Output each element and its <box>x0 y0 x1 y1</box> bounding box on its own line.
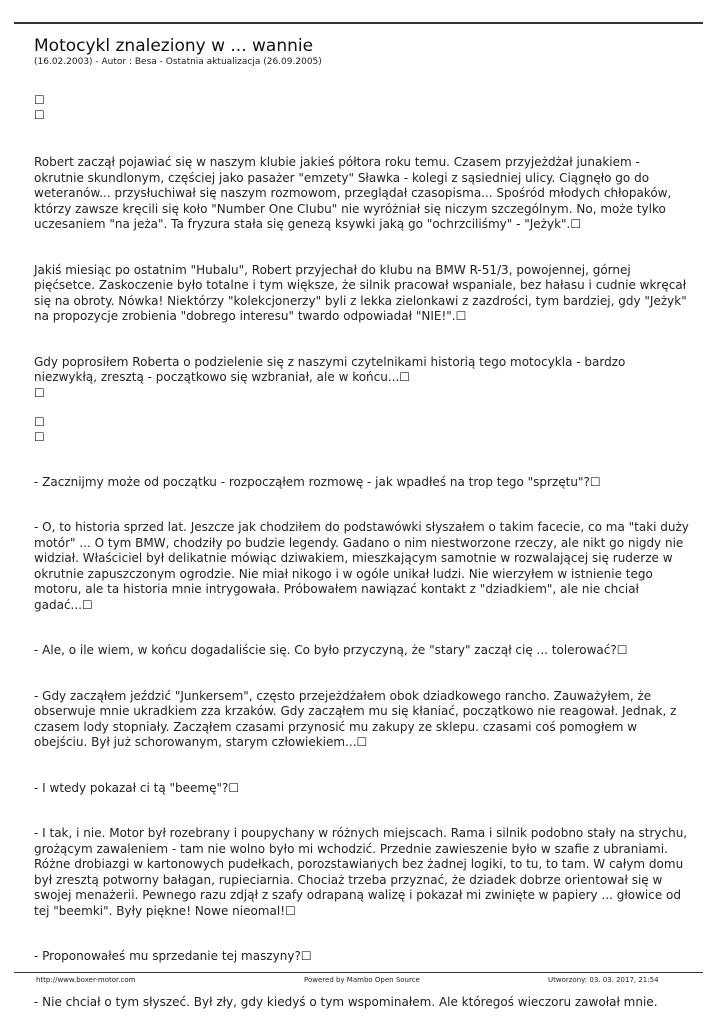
top-rule <box>14 22 703 24</box>
footer-site-link[interactable]: http://www.boxer-motor.com <box>36 976 136 984</box>
placeholder-box: ☐ <box>34 414 45 429</box>
paragraph: - O, to historia sprzed lat. Jeszcze jak chodziłem do podstawówki słyszałem o takim facecie, co ma "taki duży motór" ... O tym BMW, chodziły po budzie legendy. Gadano o nim niestworzone rzeczy, ale nikt go nigdy nie widział. Właściciel był delikatnie mówiąc dziwakiem, mieszkającym samotnie w rozwalającej się ruderze w okrutnie zapuszczonym ogrodzie. Nie miał nikogo i w ogóle unikał ludzi. Nie wierzyłem w istnienie tego motoru, ale ta historia mnie intrygowała. Próbowałem nawiązać kontakt z "dziadkiem", ale nie chciał gadać...☐ <box>34 520 689 612</box>
paragraph: - Ale, o ile wiem, w końcu dogadaliście się. Co było przyczyną, że "stary" zaczął cię ... tolerować?☐ <box>34 643 628 657</box>
placeholder-boxes <box>34 93 689 123</box>
placeholder-box: ☐ <box>34 385 45 400</box>
placeholder-box: ☐ <box>34 93 45 107</box>
paragraph: - Proponowałeś mu sprzedanie tej maszyny?☐ <box>34 949 312 963</box>
bottom-rule <box>14 972 703 973</box>
article-content <box>34 36 689 1010</box>
paragraph: Gdy poprosiłem Roberta o podzielenie się z naszymi czytelnikami historią tego motocykla - bardzo niezwykłą, zresztą - początkowo się wzbraniał, ale w końcu...☐ <box>34 354 626 384</box>
paragraph: - Zacznijmy może od początku - rozpocząłem rozmowę - jak wpadłeś na trop tego "sprzętu"?☐ <box>34 474 601 489</box>
placeholder-box: ☐ <box>34 429 45 444</box>
paragraph: - I tak, i nie. Motor był rozebrany i poupychany w różnych miejscach. Rama i silnik podobno stały na strychu, grożącym zawaleniem - tam nie wolno było mi wchodzić. Przednie zawieszenie było w szafie z ubraniami. Różne drobiazgi w kartonowych pudełkach, porozstawianych bez żadnej logiki, to tu, to tam. W całym domu był zresztą potworny bałagan, rupieciarnia. Chociaż trzeba przyznać, że dziadek dobrze orientował się w swojej menażerii. Pewnego razu zdjął z szafy odrapaną walizę i pokazał mi zwinięte w papiery ... głowice od tej "beemki". Były piękne! Nowe nieomal!☐ <box>34 826 688 918</box>
paragraph: Jakiś miesiąc po ostatnim "Hubalu", Robert przyjechał do klubu na BMW R-51/3, powojennej, górnej pięćsetce. Zaskoczenie było totalne i tym większe, że silnik pracował wspaniale, bez hałasu i cudnie wkręcał się na obroty. Nówka! Niektórzy "kolekcjonerzy" byli z lekka zielonkawi z zazdrości, tym bardziej, gdy "Jeżyk" na propozycje zrobienia "dobrego interesu" twardo odpowiadał "NIE!".☐ <box>34 262 687 323</box>
footer-created-date: Utworzony: 03. 03. 2017, 21:54 <box>548 976 659 984</box>
footer-powered-by: Powered by Mambo Open Source <box>304 976 420 984</box>
paragraph: - Nie chciał o tym słyszeć. Był zły, gdy kiedyś o tym wspominałem. Ale któregoś wieczoru zawołał mnie. <box>34 994 658 1009</box>
placeholder-boxes <box>34 415 689 445</box>
article-meta: (16.02.2003) - Autor : Besa - Ostatnia aktualizacja (26.09.2005) <box>34 57 322 67</box>
placeholder-box: ☐ <box>34 108 45 122</box>
article-title: Motocykl znaleziony w ... wannie <box>34 36 314 56</box>
paragraph: Robert zaczął pojawiać się w naszym klubie jakieś półtora roku temu. Czasem przyjeżdżał junakiem - okrutnie skundlonym, częściej jako pasażer "emzety" Sławka - kolegi z sąsiedniej ulicy. Ciągnęło go do weteranów... przysłuchiwał się naszym rozmowom, przeglądał czasopisma... Spośród młodych chłopaków, którzy zawsze kręcili się koło "Number One CIubu" nie wyróżniał się niczym szczególnym. No, może tylko uczesaniem "na jeża". Ta fryzura stała się genezą ksywki jaką go "ochrzciliśmy" - "Jeżyk".☐ <box>34 155 672 231</box>
paragraph: - I wtedy pokazał ci tą "beemę"?☐ <box>34 780 240 795</box>
paragraph: - Gdy zacząłem jeździć "Junkersem", często przejeżdżałem obok dziadkowego rancho. Zauważyłem, że obserwuje mnie ukradkiem zza krzaków. Gdy zacząłem mu się kłaniać, początkowo nie reagował. Jednak, z czasem lody stopniały. Zacząłem czasami przynosić mu zakupy ze sklepu. czasami coś pomogłem w obejściu. Był już schorowanym, starym człowiekiem...☐ <box>34 688 677 749</box>
